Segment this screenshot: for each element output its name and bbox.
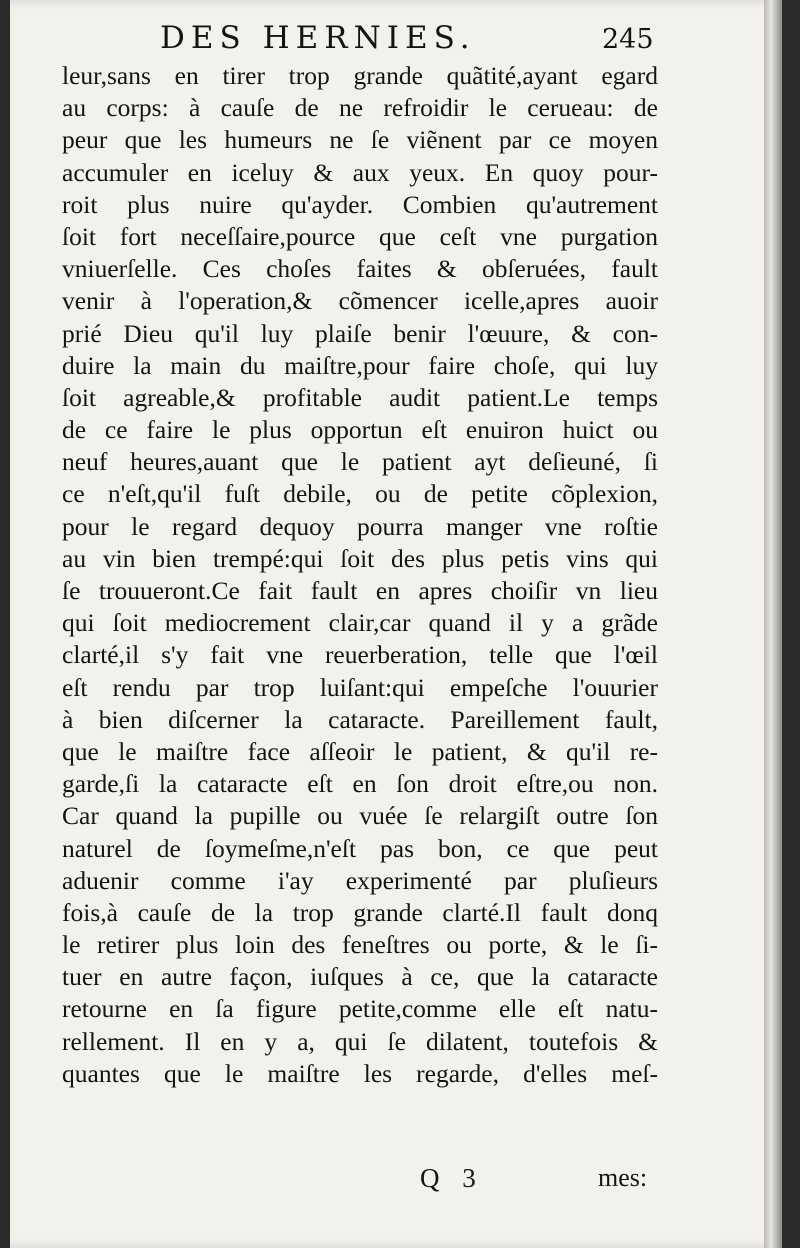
book-page (10, 0, 782, 1248)
body-text (62, 60, 658, 1090)
text-line: ce n'eſt,qu'il fuſt debile, ou de petite cõplexion, (62, 479, 658, 509)
text-line: eſt rendu par trop luiſant:qui empeſche l'ouurier (62, 672, 658, 702)
text-line: venir à l'operation,& cõmencer icelle,apres auoir (62, 286, 658, 316)
page-edge-shadow (764, 0, 782, 1248)
text-line: au vin bien trempé:qui ſoit des plus petis vins qui (62, 543, 658, 573)
text-line: qui ſoit mediocrement clair,car quand il y a grãde (62, 608, 658, 638)
text-line: ſoit fort neceſſaire,pource que ceſt vne purgation (62, 221, 658, 251)
catchword: mes: (598, 1163, 648, 1192)
page-number: 245 (602, 24, 654, 55)
text-line: neuf heures,auant que le patient ayt deſieuné, ſi (62, 447, 658, 477)
text-line: Car quand la pupille ou vuée ſe relargiſt outre ſon (62, 801, 658, 831)
text-line: aduenir comme i'ay experimenté par pluſieurs (62, 865, 658, 895)
text-line: pour le regard dequoy pourra manger vne roſtie (62, 511, 658, 541)
text-line: ſe trouueront.Ce fait fault en apres choiſir vn lieu (62, 576, 658, 605)
text-line: ſoit agreable,& profitable audit patient.Le temps (62, 382, 658, 412)
text-line: au corps: à cauſe de ne refroidir le cerueau: de (62, 93, 658, 123)
text-line: garde,ſi la cataracte eſt en ſon droit eſtre,ou non. (62, 769, 658, 799)
text-line: duire la main du maiſtre,pour faire choſe, qui luy (62, 350, 658, 380)
text-line: roit plus nuire qu'ayder. Combien qu'autrement (62, 189, 658, 219)
page-footer (10, 1163, 782, 1199)
running-head (10, 14, 782, 62)
text-line: de ce faire le plus opportun eſt enuiron huict ou (62, 415, 658, 445)
text-line: clarté,il s'y fait vne reuerberation, telle que l'œil (62, 640, 658, 670)
text-line: leur,sans en tirer trop grande quãtité,ayant egard (62, 61, 658, 90)
text-line: retourne en ſa figure petite,comme elle eſt natu- (62, 994, 658, 1024)
text-line: peur que les humeurs ne ſe viẽnent par ce moyen (62, 125, 658, 155)
text-line: tuer en autre façon, iuſques à ce, que la cataracte (62, 962, 658, 992)
text-line: à bien diſcerner la cataracte. Pareillement fault, (62, 704, 658, 734)
text-line: naturel de ſoymeſme,n'eſt pas bon, ce que peut (62, 833, 658, 863)
text-line: le retirer plus loin des feneſtres ou porte, & le ſi- (62, 930, 658, 960)
text-line: vniuerſelle. Ces choſes faites & obſeruées, fault (62, 254, 658, 284)
text-line: prié Dieu qu'il luy plaiſe benir l'œuure, & con- (62, 318, 658, 348)
text-line: rellement. Il en y a, qui ſe dilatent, toutefois & (62, 1026, 658, 1056)
text-line: quantes que le maiſtre les regarde, d'elles meſ- (62, 1058, 658, 1088)
text-line: accumuler en iceluy & aux yeux. En quoy pour- (62, 157, 658, 187)
text-line: que le maiſtre face aſſeoir le patient, & qu'il re- (62, 736, 658, 766)
text-line: fois,à cauſe de la trop grande clarté.Il fault donq (62, 897, 658, 927)
signature-mark: Q 3 (420, 1163, 484, 1193)
running-title: DES HERNIES. (160, 20, 476, 56)
